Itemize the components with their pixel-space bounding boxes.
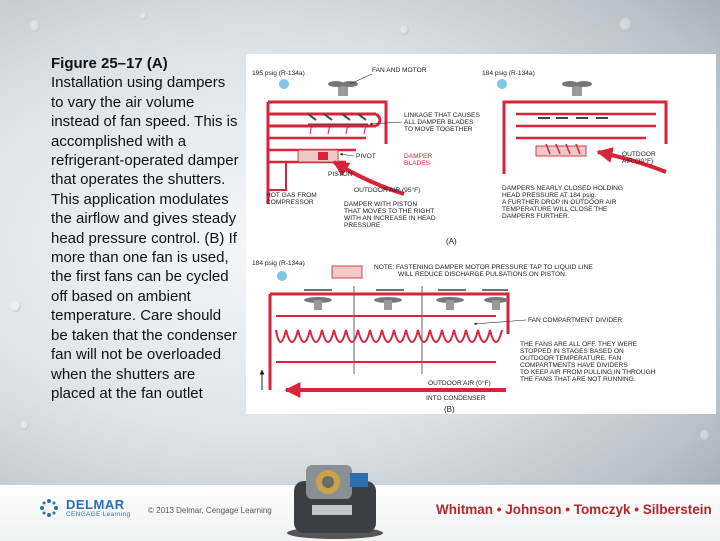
copyright: © 2013 Delmar, Cengage Learning (148, 506, 272, 515)
svg-text:THE FANS ARE ALL OFF. THEY WER: THE FANS ARE ALL OFF. THEY WERE (520, 341, 638, 348)
svg-text:TO MOVE TOGETHER: TO MOVE TOGETHER (404, 126, 473, 133)
panel-a-label: (A) (446, 237, 457, 246)
damper-blades-label (404, 153, 432, 167)
gauge-left-label: 195 psig (R-134a) (252, 70, 305, 77)
gauge-icon (279, 79, 289, 89)
svg-text:COMPRESSOR: COMPRESSOR (266, 199, 314, 206)
damper-with-piston-label (344, 201, 436, 229)
condenser-damper-diagram (246, 54, 716, 414)
svg-text:DAMPERS NEARLY CLOSED HOLDING: DAMPERS NEARLY CLOSED HOLDING (502, 185, 624, 192)
svg-text:STOPPED IN STAGES BASED ON: STOPPED IN STAGES BASED ON (520, 348, 624, 355)
compressor-icon (280, 455, 390, 540)
svg-text:TEMPERATURE WILL CLOSE THE: TEMPERATURE WILL CLOSE THE (502, 206, 608, 213)
fan-icon (304, 297, 508, 310)
gauge-icon (497, 79, 507, 89)
svg-text:ALL DAMPER BLADES: ALL DAMPER BLADES (404, 119, 474, 126)
authors: Whitman • Johnson • Tomczyk • Silberstein (436, 502, 712, 517)
panel-a-left-condenser (252, 70, 404, 204)
fan-icon (328, 81, 358, 96)
svg-text:TO KEEP AIR FROM PULLING IN TH: TO KEEP AIR FROM PULLING IN THROUGH (520, 369, 656, 376)
hot-gas-label (266, 192, 317, 206)
brand-subtitle: CENGAGE Learning (66, 511, 131, 518)
svg-text:HOT GAS FROM: HOT GAS FROM (266, 192, 317, 199)
brand-name: DELMAR (66, 497, 125, 512)
svg-text:NOTE: FASTENING DAMPER MOTOR P: NOTE: FASTENING DAMPER MOTOR PRESSURE TAP TO LIQUID LINE (374, 264, 593, 271)
svg-text:WILL REDUCE DISCHARGE PULSATIO: WILL REDUCE DISCHARGE PULSATIONS ON PISTON. (398, 271, 567, 278)
outdoor-air-30-label (622, 151, 656, 165)
svg-text:COMPARTMENTS HAVE DIVIDERS: COMPARTMENTS HAVE DIVIDERS (520, 362, 628, 369)
panel-b-condenser (252, 260, 508, 390)
svg-text:PRESSURE: PRESSURE (344, 222, 381, 229)
fan-and-motor-label: FAN AND MOTOR (372, 67, 427, 74)
damper-motor-icon (332, 266, 362, 278)
dampers-closed-label (502, 185, 623, 220)
pivot-label: PIVOT (356, 153, 376, 160)
gauge-icon (277, 271, 287, 281)
divider-label: FAN COMPARTMENT DIVIDER (528, 317, 623, 324)
svg-text:THE FANS THAT ARE NOT RUNNING.: THE FANS THAT ARE NOT RUNNING. (520, 376, 636, 383)
gauge-b-label: 184 psig (R-134a) (252, 260, 305, 267)
svg-text:DAMPER WITH PISTON: DAMPER WITH PISTON (344, 201, 418, 208)
svg-text:AIR (30°F): AIR (30°F) (622, 158, 654, 165)
svg-text:OUTDOOR: OUTDOOR (622, 151, 656, 158)
figure-caption (51, 54, 241, 403)
panel-b-label: (B) (444, 405, 455, 414)
svg-text:A FURTHER DROP IN OUTDOOR AIR: A FURTHER DROP IN OUTDOOR AIR (502, 199, 617, 206)
svg-text:HEAD PRESSURE AT 184 psig.: HEAD PRESSURE AT 184 psig. (502, 192, 597, 199)
fans-off-label (520, 341, 656, 383)
svg-text:THAT MOVES TO THE RIGHT: THAT MOVES TO THE RIGHT (344, 208, 435, 215)
outdoor-air-0-label: OUTDOOR AIR (0°F) (428, 380, 491, 387)
outdoor-air-95-label: OUTDOOR AIR (95°F) (354, 187, 421, 194)
svg-text:WITH AN INCREASE IN HEAD: WITH AN INCREASE IN HEAD (344, 215, 436, 222)
note-label (374, 264, 593, 278)
piston-label: PISTON (328, 171, 353, 178)
gauge-right-label: 184 psig (R-134a) (482, 70, 535, 77)
caption-title: Figure 25–17 (A) (51, 55, 168, 72)
svg-text:DAMPER: DAMPER (404, 153, 433, 160)
into-condenser-label: INTO CONDENSER (426, 395, 486, 402)
fan-icon (562, 81, 592, 96)
diagram-svg (246, 54, 716, 414)
svg-text:BLADES: BLADES (404, 160, 431, 167)
delmar-logo-icon (38, 497, 60, 519)
svg-text:DAMPERS FURTHER.: DAMPERS FURTHER. (502, 213, 570, 220)
svg-text:OUTDOOR TEMPERATURE. FAN: OUTDOOR TEMPERATURE. FAN (520, 355, 622, 362)
svg-text:LINKAGE THAT CAUSES: LINKAGE THAT CAUSES (404, 112, 480, 119)
caption-body: Installation using dampers to vary the air volume instead of fan speed. This is accomplished with a refrigerant-operated damper that operates the shutters. This application modulates the airflow and gives steady head pressure control. (B) If more than one fan is used, the first fans can be cycled off based on ambient temperature. Care should be taken that the condenser fan will not be overloaded when the shutters are placed at the fan outlet (51, 74, 239, 402)
